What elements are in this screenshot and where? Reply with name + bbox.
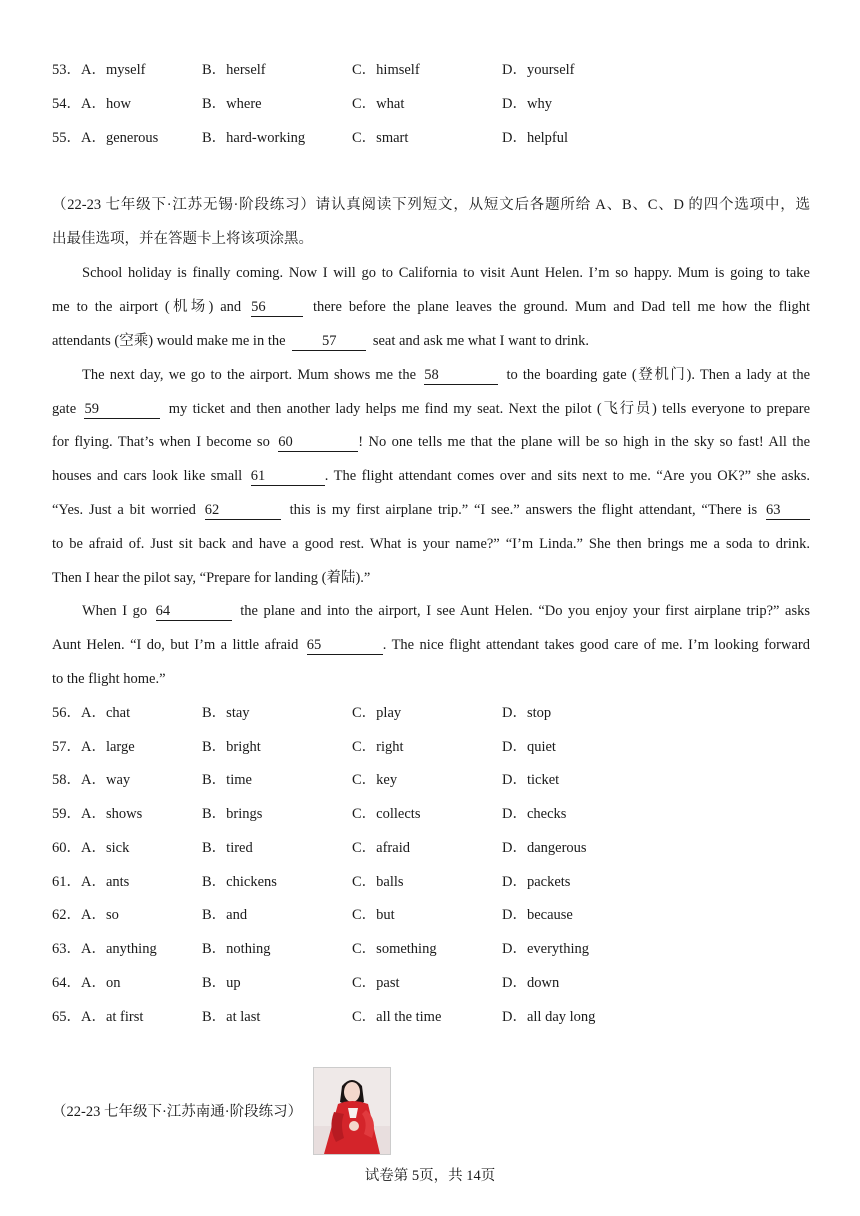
option-d: D．quiet <box>502 739 556 755</box>
option-b: B．time <box>202 772 252 788</box>
option-d: D．yourself <box>502 62 575 78</box>
blank-58: 58 <box>424 367 498 385</box>
option-c: C．something <box>352 941 437 957</box>
passage-line: for flying. That’s when I become so 60 ! No one tells me that the plane will be so high in the sky so fast! All the <box>52 434 811 450</box>
blank-57: 57 <box>292 333 366 351</box>
option-b: B．nothing <box>202 941 271 957</box>
question-60 <box>52 838 812 858</box>
page-footer: 试卷第 5页，共 14页 <box>364 1168 496 1184</box>
passage-line: attendants (空乘) would make me in the 57 seat and ask me what I want to drink. <box>52 333 590 349</box>
option-d: D．why <box>502 96 552 112</box>
option-a: 64．A．on <box>52 975 121 991</box>
option-b: B．at last <box>202 1009 261 1025</box>
option-c: C．what <box>352 96 405 112</box>
passage-line: houses and cars look like small 61 . The flight attendant comes over and sits next to me. “Are you OK?” she asks. <box>52 468 811 484</box>
blank-64: 64 <box>156 603 232 621</box>
option-c: C．himself <box>352 62 420 78</box>
passage-line: “Yes. Just a bit worried 62 this is my first airplane trip.” “I see.” answers the flight attendant, “There is 63 <box>52 500 810 520</box>
option-d: D．stop <box>502 705 552 721</box>
blank-61: 61 <box>251 468 325 486</box>
question-63 <box>52 939 812 959</box>
option-a: 63．A．anything <box>52 941 157 957</box>
blank-65: 65 <box>307 637 383 655</box>
section-intro: （22-23 七年级下·江苏无锡·阶段练习）请认真阅读下列短文，从短文后各题所给 A、B、C、D 的四个选项中，选 <box>52 197 810 213</box>
question-55 <box>52 128 812 148</box>
option-c: C．all the time <box>352 1009 442 1025</box>
option-b: B．where <box>202 96 262 112</box>
passage-line: to be afraid of. Just sit back and have a good rest. What is your name?” “I’m Linda.” She then brings me a soda to drink. <box>52 536 810 552</box>
passage-line: Then I hear the pilot say, “Prepare for landing (着陆).” <box>52 570 371 586</box>
option-a: 53．A．myself <box>52 62 146 78</box>
question-53 <box>52 60 812 80</box>
question-61 <box>52 872 812 892</box>
option-b: B．up <box>202 975 241 991</box>
option-d: D．helpful <box>502 130 569 146</box>
option-c: C．afraid <box>352 840 410 856</box>
option-d: D．packets <box>502 874 571 890</box>
passage-line: to the flight home.” <box>52 671 166 687</box>
option-a: 62．A．so <box>52 907 119 923</box>
option-d: D．because <box>502 907 573 923</box>
option-a: 65．A．at first <box>52 1009 144 1025</box>
passage-line: When I go 64 the plane and into the airport, I see Aunt Helen. “Do you enjoy your first airplane trip?” asks <box>82 603 811 619</box>
passage-line: School holiday is finally coming. Now I will go to California to visit Aunt Helen. I’m so happy. Mum is going to take <box>82 265 810 281</box>
option-c: C．balls <box>352 874 404 890</box>
passage-line: gate 59 my ticket and then another lady helps me find my seat. Next the pilot (飞行员) tells everyone to prepare <box>52 401 811 417</box>
option-d: D．down <box>502 975 560 991</box>
option-b: B．and <box>202 907 248 923</box>
option-a: 60．A．sick <box>52 840 130 856</box>
option-c: C．but <box>352 907 395 923</box>
passage-line: me to the airport (机场) and 56 there before the plane leaves the ground. Mum and Dad tell me how the flight <box>52 299 811 315</box>
question-59 <box>52 804 812 824</box>
question-64 <box>52 973 812 993</box>
option-b: B．herself <box>202 62 266 78</box>
option-a: 58．A．way <box>52 772 131 788</box>
option-b: B．bright <box>202 739 261 755</box>
option-c: C．collects <box>352 806 421 822</box>
blank-60: 60 <box>278 434 358 452</box>
option-a: 59．A．shows <box>52 806 143 822</box>
option-c: C．right <box>352 739 404 755</box>
question-65 <box>52 1007 812 1027</box>
passage-line: Aunt Helen. “I do, but I’m a little afraid 65 . The nice flight attendant takes good care of me. I’m looking forward <box>52 637 810 653</box>
blank-63: 63 <box>766 502 810 520</box>
blank-62: 62 <box>205 502 281 520</box>
option-b: B．tired <box>202 840 253 856</box>
option-c: C．smart <box>352 130 409 146</box>
option-b: B．chickens <box>202 874 277 890</box>
blank-59: 59 <box>84 401 160 419</box>
option-c: C．key <box>352 772 398 788</box>
section-intro-cont: 出最佳选项，并在答题卡上将该项涂黑。 <box>52 231 313 247</box>
question-62 <box>52 905 812 925</box>
option-a: 55．A．generous <box>52 130 159 146</box>
question-56 <box>52 703 812 723</box>
option-c: C．play <box>352 705 402 721</box>
blank-56: 56 <box>251 299 303 317</box>
option-c: C．past <box>352 975 400 991</box>
option-d: D．checks <box>502 806 567 822</box>
option-a: 61．A．ants <box>52 874 130 890</box>
option-b: B．stay <box>202 705 250 721</box>
option-d: D．everything <box>502 941 589 957</box>
passage-line: The next day, we go to the airport. Mum shows me the 58 to the boarding gate (登机门). Then a lady at the <box>82 367 811 383</box>
portrait-photo <box>313 1067 391 1155</box>
option-d: D．ticket <box>502 772 560 788</box>
question-58 <box>52 770 812 790</box>
option-d: D．all day long <box>502 1009 596 1025</box>
question-54 <box>52 94 812 114</box>
option-a: 56．A．chat <box>52 705 131 721</box>
option-b: B．hard-working <box>202 130 306 146</box>
section-intro: （22-23 七年级下·江苏南通·阶段练习） <box>52 1104 303 1120</box>
option-a: 54．A．how <box>52 96 131 112</box>
option-a: 57．A．large <box>52 739 135 755</box>
option-b: B．brings <box>202 806 263 822</box>
question-57 <box>52 737 812 757</box>
option-d: D．dangerous <box>502 840 587 856</box>
